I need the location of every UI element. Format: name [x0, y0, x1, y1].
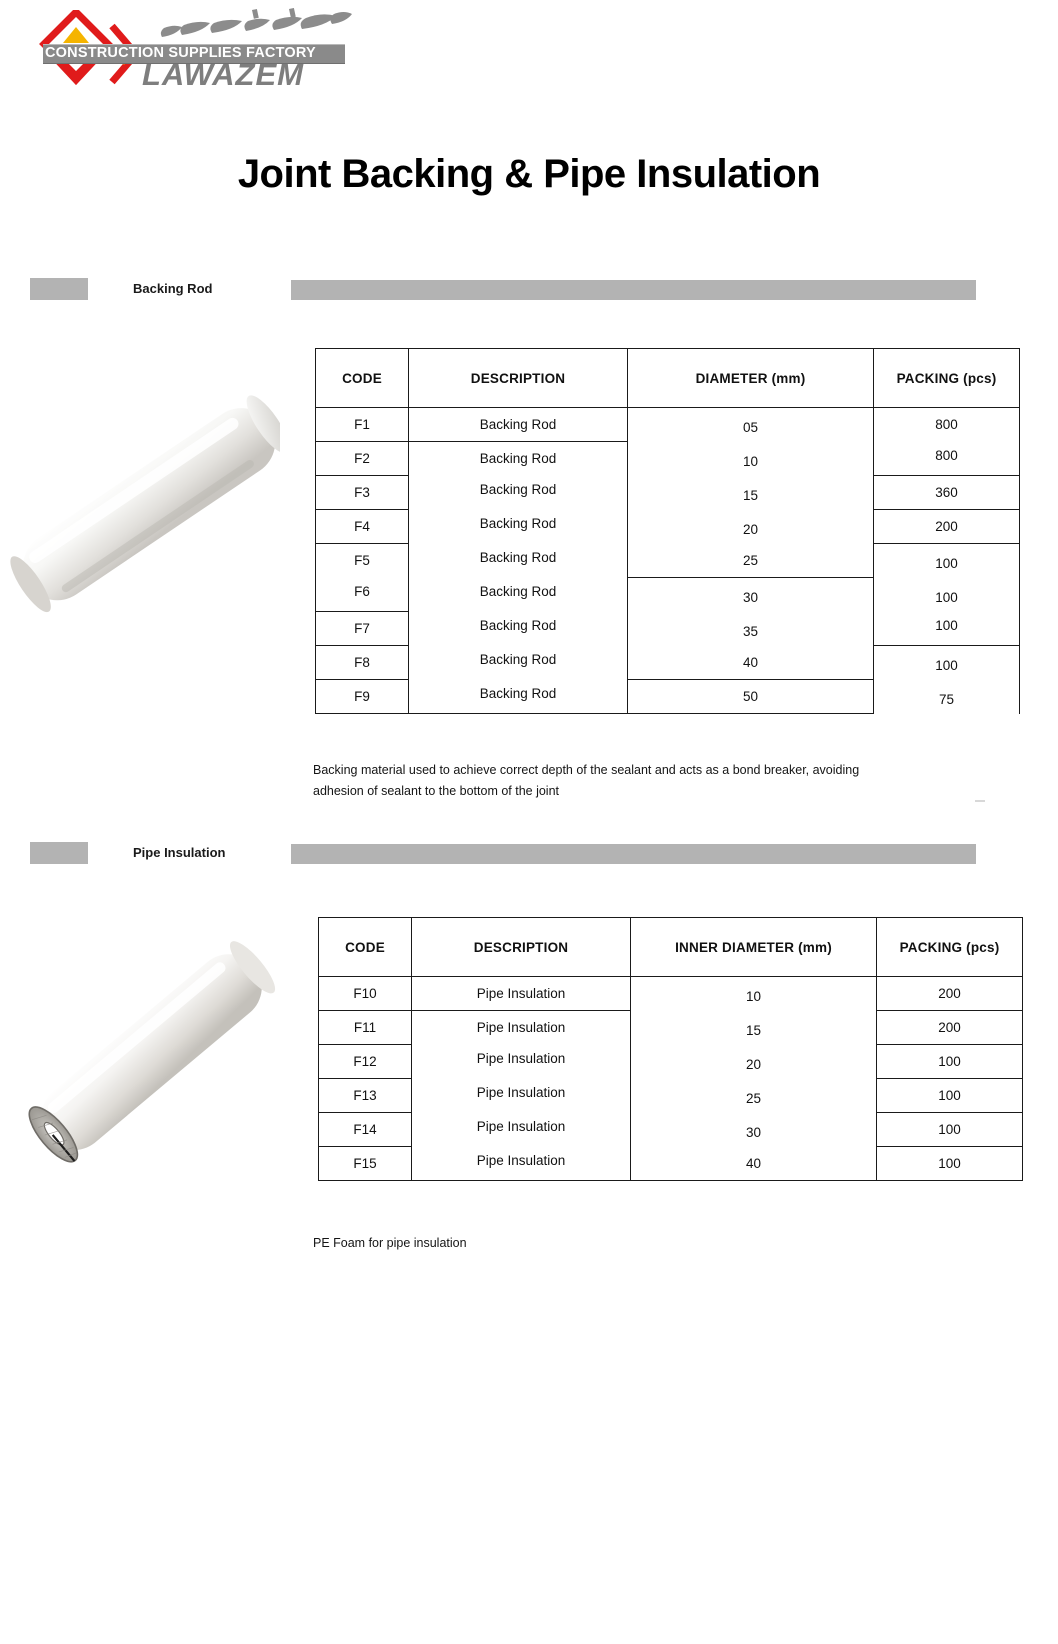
cell-code: F11 [319, 1011, 412, 1045]
cell-packing: 800 [874, 408, 1020, 442]
cell-diameter: 15 [628, 479, 874, 513]
table-row [319, 1113, 1023, 1147]
table-row [316, 578, 1020, 612]
cell-inner-diameter: 30 [631, 1116, 877, 1150]
company-logo [38, 6, 358, 92]
table-row [316, 612, 1020, 646]
table-row [316, 544, 1020, 578]
cell-code: F8 [316, 646, 409, 680]
logo-arabic-script [156, 8, 356, 46]
logo-brand-name: LAWAZEM [142, 57, 304, 92]
table-row [316, 510, 1020, 544]
cell-diameter: 30 [628, 581, 874, 615]
column-header-inner-diameter: INNER DIAMETER (mm) [631, 918, 877, 977]
cell-packing: 100 [877, 1079, 1023, 1113]
cell-description: Backing Rod [409, 408, 628, 442]
cell-packing: 100 [874, 547, 1020, 581]
table-row [319, 1011, 1023, 1045]
section-header-backing-rod [0, 278, 1058, 302]
cell-packing: 200 [874, 510, 1020, 544]
cell-code: F1 [316, 408, 409, 442]
cell-code: F7 [316, 612, 409, 646]
cell-code: F14 [319, 1113, 412, 1147]
pipe-insulation-image [15, 920, 285, 1185]
table-header-row [319, 918, 1023, 977]
cell-description: Pipe Insulation [412, 1042, 631, 1076]
cell-description: Backing Rod [409, 507, 628, 541]
cell-diameter: 05 [628, 411, 874, 445]
table-row [316, 442, 1020, 476]
cell-description: Backing Rod [409, 541, 628, 575]
cell-diameter: 40 [628, 646, 874, 680]
table-row [316, 476, 1020, 510]
cell-code: F15 [319, 1147, 412, 1181]
cell-inner-diameter: 10 [631, 980, 877, 1014]
table-row [316, 680, 1020, 714]
cell-inner-diameter: 40 [631, 1147, 877, 1181]
cell-packing: 100 [877, 1147, 1023, 1181]
cell-diameter: 20 [628, 513, 874, 547]
cell-description: Backing Rod [409, 442, 628, 476]
backing-rod-image [10, 395, 280, 620]
cell-packing: 800 [874, 439, 1020, 473]
cell-description: Backing Rod [409, 677, 628, 711]
caption-line-1: PE Foam for pipe insulation [313, 1236, 467, 1250]
column-header-packing: PACKING (pcs) [877, 918, 1023, 977]
cell-inner-diameter: 25 [631, 1082, 877, 1116]
cell-packing: 100 [877, 1113, 1023, 1147]
cell-description: Backing Rod [409, 473, 628, 507]
cell-packing: 360 [874, 476, 1020, 510]
cell-code: F2 [316, 442, 409, 476]
cell-code: F10 [319, 977, 412, 1011]
cell-code: F9 [316, 680, 409, 714]
cell-code: F5 [316, 544, 409, 578]
cell-packing: 200 [877, 1011, 1023, 1045]
cell-diameter: 25 [628, 544, 874, 578]
backing-rod-table [315, 348, 1020, 714]
cell-packing: 100 [874, 609, 1020, 643]
column-header-packing: PACKING (pcs) [874, 349, 1020, 408]
cell-diameter: 10 [628, 445, 874, 479]
caption-line-1: Backing material used to achieve correct depth of the sealant and acts as a bond breaker, avoiding [313, 763, 860, 777]
pipe-insulation-table [318, 917, 1023, 1181]
cell-inner-diameter: 20 [631, 1048, 877, 1082]
cell-description: Pipe Insulation [412, 1011, 631, 1045]
scan-artifact [975, 800, 985, 802]
cell-code: F3 [316, 476, 409, 510]
table-row [319, 1147, 1023, 1181]
section-label: Pipe Insulation [133, 845, 226, 860]
cell-code: F4 [316, 510, 409, 544]
table-row [316, 646, 1020, 680]
caption-line-2: adhesion of sealant to the bottom of the joint [313, 784, 560, 798]
section-swatch [30, 842, 88, 864]
backing-rod-caption [313, 760, 953, 802]
column-header-diameter: DIAMETER (mm) [628, 349, 874, 408]
cell-packing: 100 [874, 649, 1020, 683]
cell-description: Pipe Insulation [412, 977, 631, 1011]
cell-packing: 100 [877, 1045, 1023, 1079]
table-header-row [316, 349, 1020, 408]
table-row [319, 1079, 1023, 1113]
section-label: Backing Rod [133, 281, 213, 296]
cell-diameter: 35 [628, 615, 874, 649]
cell-description: Pipe Insulation [412, 1110, 631, 1144]
cell-packing: 100 [874, 581, 1020, 615]
section-rule-bar [291, 844, 976, 864]
page-title: Joint Backing & Pipe Insulation [237, 152, 821, 196]
cell-packing: 200 [877, 977, 1023, 1011]
column-header-code: CODE [319, 918, 412, 977]
section-swatch [30, 278, 88, 300]
cell-description: Pipe Insulation [412, 1076, 631, 1110]
table-row [316, 408, 1020, 442]
column-header-code: CODE [316, 349, 409, 408]
table-row [319, 1045, 1023, 1079]
cell-diameter: 50 [628, 680, 874, 714]
table-row [319, 977, 1023, 1011]
cell-packing: 75 [874, 683, 1020, 717]
pipe-insulation-caption [313, 1233, 953, 1254]
section-header-pipe-insulation [0, 842, 1058, 866]
cell-description: Backing Rod [409, 643, 628, 677]
section-rule-bar [291, 280, 976, 300]
cell-inner-diameter: 15 [631, 1014, 877, 1048]
logo-tagline: CONSTRUCTION SUPPLIES FACTORY [45, 45, 316, 61]
cell-code: F12 [319, 1045, 412, 1079]
column-header-description: DESCRIPTION [412, 918, 631, 977]
column-header-description: DESCRIPTION [409, 349, 628, 408]
cell-description: Backing Rod [409, 609, 628, 643]
cell-code: F6 [316, 575, 409, 609]
cell-description: Pipe Insulation [412, 1144, 631, 1178]
cell-code: F13 [319, 1079, 412, 1113]
cell-description: Backing Rod [409, 575, 628, 609]
